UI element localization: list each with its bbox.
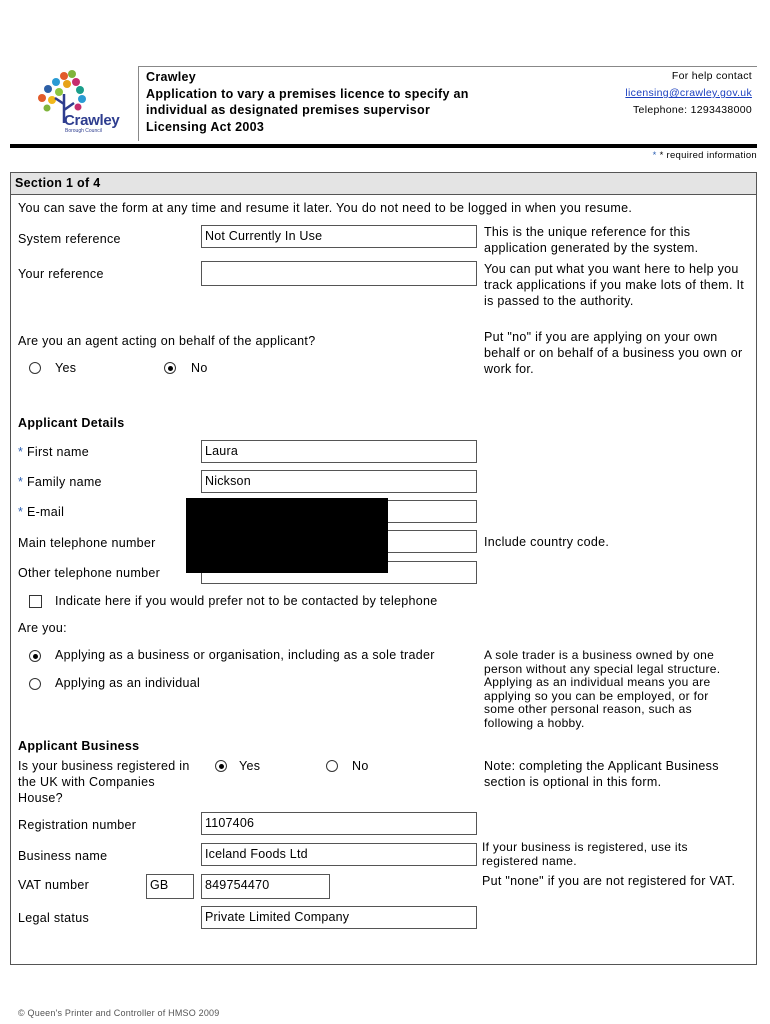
main-telephone-help: Include country code. — [484, 535, 610, 549]
header-org: Crawley — [146, 70, 197, 84]
registered-no-radio[interactable] — [326, 760, 338, 772]
logo-text: Crawley — [64, 112, 120, 129]
are-you-label: Are you: — [18, 621, 67, 635]
note-line: section is optional in this form. — [484, 775, 662, 789]
registered-no-label: No — [352, 759, 369, 773]
main-telephone-label: Main telephone number — [18, 536, 156, 550]
agent-yes-radio[interactable] — [29, 362, 41, 374]
business-note — [484, 758, 719, 790]
first-name-input[interactable]: Laura — [201, 440, 477, 463]
legal-status-input[interactable]: Private Limited Company — [201, 906, 477, 929]
required-star: * — [18, 505, 24, 519]
help-line: application generated by the system. — [484, 241, 699, 255]
help-line: work for. — [484, 362, 534, 376]
no-phone-contact-checkbox[interactable] — [29, 595, 42, 608]
agent-help — [484, 329, 743, 377]
question-line: the UK with Companies — [18, 775, 155, 789]
header-title-line1: Application to vary a premises licence to specify an — [146, 87, 469, 101]
other-telephone-label: Other telephone number — [18, 566, 161, 580]
help-line: person without any special legal structure. — [484, 661, 721, 676]
no-phone-contact-label: Indicate here if you would prefer not to be contacted by telephone — [55, 594, 438, 608]
legal-status-label: Legal status — [18, 911, 90, 925]
question-line: Is your business registered in — [18, 759, 190, 773]
logo-subtext: Borough Council — [65, 128, 102, 134]
family-name-label — [18, 475, 102, 489]
first-name-label — [18, 445, 89, 459]
required-star: * — [18, 475, 24, 489]
registration-number-label: Registration number — [18, 818, 137, 832]
help-line: behalf or on behalf of a business you own or — [484, 346, 743, 360]
registered-yes-label: Yes — [239, 759, 261, 773]
help-line: some other personal reason, such as — [484, 702, 692, 716]
family-name-label-text: Family name — [26, 475, 102, 489]
help-telephone: Telephone: 1293438000 — [633, 104, 752, 116]
help-contact-label: For help contact — [671, 70, 752, 82]
registered-question — [18, 758, 190, 806]
first-name-label-text: First name — [26, 445, 89, 459]
required-note — [653, 150, 757, 161]
agent-yes-label: Yes — [55, 361, 77, 375]
question-line: House? — [18, 791, 63, 805]
your-reference-label: Your reference — [18, 267, 104, 281]
family-name-input[interactable]: Nickson — [201, 470, 477, 493]
footer-copyright: © Queen's Printer and Controller of HMSO 2009 — [18, 1008, 220, 1018]
help-line: A sole trader is a business owned by one — [484, 648, 715, 662]
help-line: You can put what you want here to help you — [484, 262, 739, 276]
system-reference-label: System reference — [18, 232, 121, 246]
redaction-block — [186, 498, 388, 573]
your-reference-help — [484, 261, 744, 309]
help-line: If your business is registered, use its — [482, 840, 688, 854]
email-label-text: E-mail — [26, 505, 65, 519]
your-reference-input[interactable] — [201, 261, 477, 286]
section-title: Section 1 of 4 — [15, 176, 101, 190]
system-reference-field[interactable]: Not Currently In Use — [201, 225, 477, 248]
business-name-label: Business name — [18, 849, 108, 863]
email-label — [18, 505, 64, 519]
help-line: This is the unique reference for this — [484, 225, 691, 239]
agent-no-label: No — [191, 361, 208, 375]
vat-number-input[interactable]: 849754470 — [201, 874, 330, 899]
required-star: * — [18, 445, 24, 459]
required-note-text: * required information — [659, 150, 757, 161]
business-option-label: Applying as a business or organisation, including as a sole trader — [55, 648, 435, 662]
agent-question: Are you an agent acting on behalf of the applicant? — [18, 334, 316, 348]
registration-number-input[interactable]: 1107406 — [201, 812, 477, 835]
vat-number-label: VAT number — [18, 878, 90, 892]
business-name-input[interactable]: Iceland Foods Ltd — [201, 843, 477, 866]
section-intro: You can save the form at any time and resume it later. You do not need to be logged in when you resume. — [18, 201, 633, 215]
registered-yes-radio[interactable] — [215, 760, 227, 772]
note-line: Note: completing the Applicant Business — [484, 759, 719, 773]
help-line: track applications if you make lots of them. It — [484, 278, 745, 292]
individual-option-label: Applying as an individual — [55, 676, 201, 690]
section-title-bar — [10, 172, 757, 195]
applicant-type-help — [484, 649, 720, 730]
system-reference-help — [484, 224, 698, 256]
header-rule — [10, 144, 757, 148]
help-line: is passed to the authority. — [484, 294, 634, 308]
individual-option-radio[interactable] — [29, 678, 41, 690]
required-star: * — [652, 150, 657, 161]
applicant-details-heading: Applicant Details — [18, 416, 125, 430]
business-option-radio[interactable] — [29, 650, 41, 662]
applicant-business-heading: Applicant Business — [18, 739, 140, 753]
help-line: Put "no" if you are applying on your own — [484, 330, 718, 344]
council-logo — [34, 68, 124, 138]
header-title-line3: Licensing Act 2003 — [146, 120, 265, 134]
help-line: registered name. — [482, 853, 577, 868]
vat-prefix-input[interactable]: GB — [146, 874, 194, 899]
business-name-help — [482, 841, 688, 868]
vat-help: Put "none" if you are not registered for VAT. — [482, 874, 736, 888]
header-title-line2: individual as designated premises supervisor — [146, 103, 431, 117]
agent-no-radio[interactable] — [164, 362, 176, 374]
help-email-link[interactable]: licensing@crawley.gov.uk — [625, 87, 752, 99]
help-line: Applying as an individual means you are — [484, 675, 711, 689]
help-line: following a hobby. — [484, 715, 585, 730]
help-line: applying so you can be employed, or for — [484, 688, 709, 703]
